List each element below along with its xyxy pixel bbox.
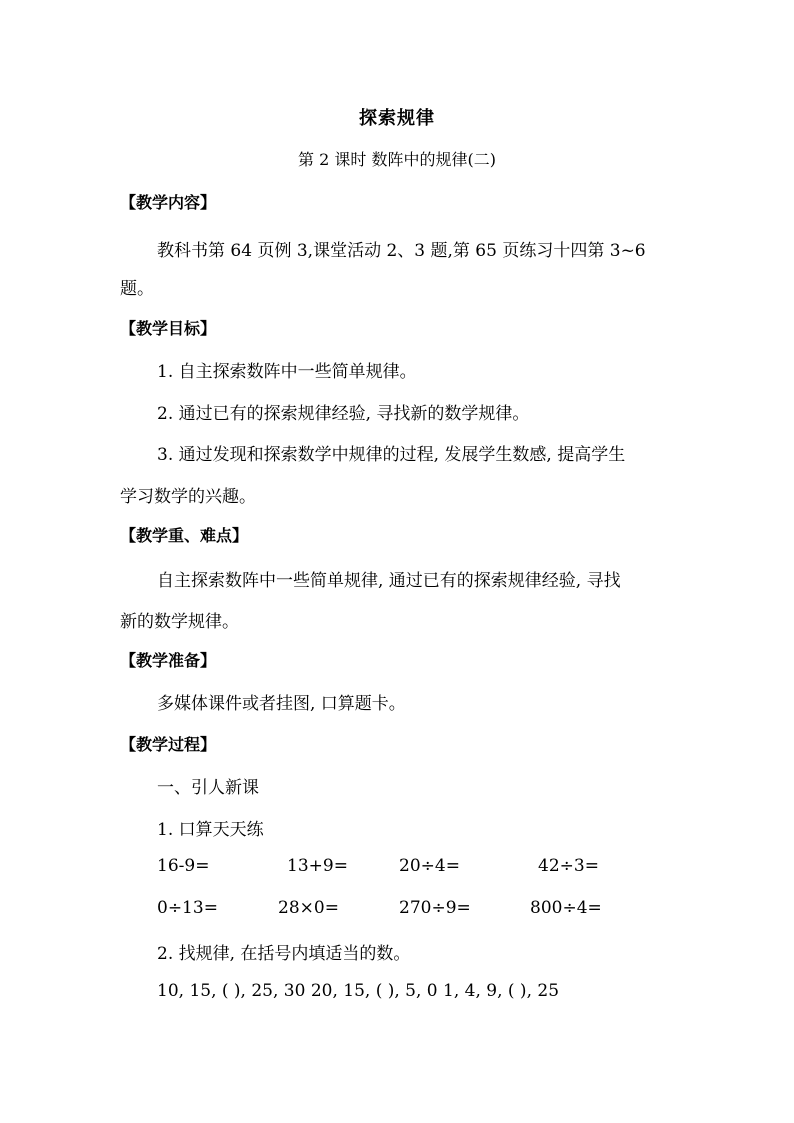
arithmetic-problem: 20÷4= — [399, 856, 460, 876]
arithmetic-problem: 270÷9= — [399, 898, 471, 918]
section-heading-preparation: 【教学准备】 — [120, 651, 217, 670]
content-text-line: 教科书第 64 页例 3,课堂活动 2、3 题,第 65 页练习十四第 3~6 — [157, 241, 646, 261]
section-heading-content: 【教学内容】 — [120, 193, 217, 212]
section-heading-process: 【教学过程】 — [120, 735, 217, 754]
preparation-text: 多媒体课件或者挂图, 口算题卡。 — [157, 694, 406, 714]
goal-item: 1. 自主探索数阵中一些简单规律。 — [157, 362, 417, 382]
arithmetic-problem: 13+9= — [287, 856, 348, 876]
arithmetic-problem: 800÷4= — [530, 898, 602, 918]
goal-item: 2. 通过已有的探索规律经验, 寻找新的数学规律。 — [157, 404, 530, 424]
document-title: 探索规律 — [359, 108, 435, 129]
number-sequence: 10, 15, ( ), 25, 30 20, 15, ( ), 5, 0 1, 4, 9, ( ), 25 — [157, 981, 560, 1001]
goal-item: 3. 通过发现和探索数学中规律的过程, 发展学生数感, 提高学生 — [157, 445, 626, 465]
document-subtitle: 第 2 课时 数阵中的规律(二) — [298, 150, 496, 169]
process-substep: 1. 口算天天练 — [157, 820, 264, 840]
key-points-text-line: 自主探索数阵中一些简单规律, 通过已有的探索规律经验, 寻找 — [157, 571, 621, 591]
process-step: 一、引人新课 — [157, 778, 259, 798]
arithmetic-problem: 0÷13= — [157, 898, 218, 918]
arithmetic-problem: 28×0= — [278, 898, 339, 918]
key-points-text-line: 新的数学规律。 — [120, 612, 239, 632]
arithmetic-problem: 42÷3= — [538, 856, 599, 876]
section-heading-goals: 【教学目标】 — [120, 319, 217, 338]
content-text-line: 题。 — [120, 279, 154, 299]
arithmetic-problem: 16-9= — [157, 856, 210, 876]
goal-item-continued: 学习数学的兴趣。 — [120, 487, 256, 507]
process-substep: 2. 找规律, 在括号内填适当的数。 — [157, 944, 411, 964]
section-heading-key-points: 【教学重、难点】 — [120, 526, 249, 545]
